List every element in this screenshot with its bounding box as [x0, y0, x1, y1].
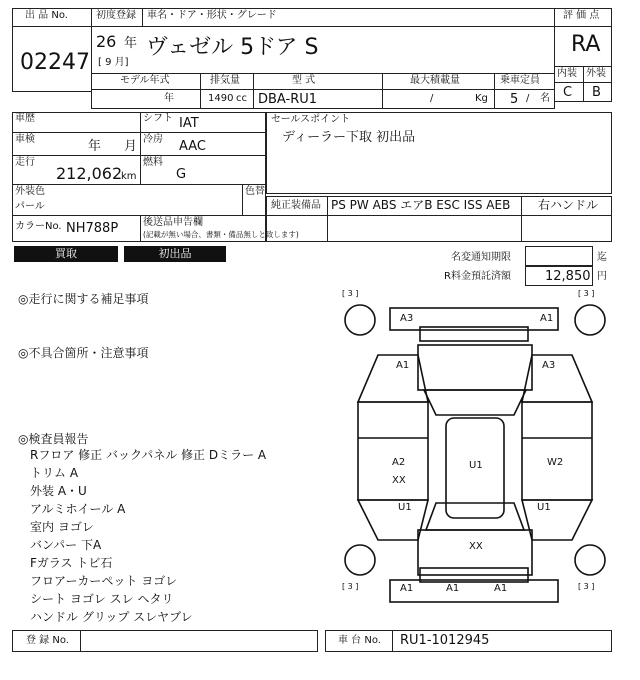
- mark-rear-bumper-3: A1: [494, 583, 508, 594]
- model-code: DBA-RU1: [258, 92, 318, 107]
- wheel-front-left: [345, 305, 375, 335]
- inspector-line: アルミホイール A: [30, 502, 126, 516]
- model-year-unit: 年: [164, 93, 174, 104]
- mark-fender-right: A3: [542, 360, 556, 371]
- corner-front-left: [ 3 ]: [342, 289, 359, 298]
- mark-door-left: A2: [392, 457, 406, 468]
- mileage-value: 212,062: [56, 164, 123, 183]
- year-unit: 年: [124, 36, 138, 51]
- shift-label: シフト: [143, 113, 173, 124]
- wheel-rear-right: [575, 545, 605, 575]
- displacement-value: 1490: [208, 93, 234, 104]
- inspector-line: ハンドル グリップ スレヤブレ: [30, 610, 193, 624]
- mark-front-bumper-right: A1: [540, 313, 554, 324]
- first-reg-label: 初度登録: [96, 10, 136, 21]
- mark-rear-bumper-2: A1: [446, 583, 460, 594]
- reg-no-label: 登 録 No.: [26, 635, 69, 646]
- fuel-label: 燃料: [143, 157, 163, 168]
- mark-door-left-2: XX: [392, 475, 406, 486]
- mark-door-right: W2: [547, 457, 564, 468]
- color-no: NH788P: [66, 221, 119, 236]
- history-label: 車歴: [15, 113, 35, 124]
- inspector-line: トリム A: [30, 466, 79, 480]
- mark-fender-left: A1: [396, 360, 410, 371]
- deadline-label: 名変通知期限: [451, 252, 511, 263]
- lot-label: 出 品 No.: [25, 10, 68, 21]
- fuel-value: G: [176, 167, 187, 182]
- corner-rear-left: [ 3 ]: [342, 582, 359, 591]
- model-year-label: モデル年式: [120, 75, 170, 86]
- defects-label: ◎不具合箇所・注意事項: [18, 346, 149, 360]
- recycle-label: R料金預託済額: [444, 271, 511, 282]
- inspector-line: シート ヨゴレ スレ ヘタリ: [30, 592, 174, 606]
- score-label: 評 価 点: [563, 10, 600, 21]
- shift-value: IAT: [179, 116, 199, 131]
- ac-value: AAC: [179, 139, 206, 154]
- corner-rear-right: [ 3 ]: [578, 582, 595, 591]
- mark-sill-right: U1: [537, 502, 551, 513]
- inspector-line: 外装 A・U: [30, 484, 87, 498]
- inspector-line: バンパー 下A: [30, 538, 102, 552]
- equipment-list: PS PW ABS エアB ESC ISS AEB: [331, 198, 511, 212]
- chassis-label: 車 台 No.: [338, 635, 381, 646]
- exterior-color: パール: [15, 201, 45, 212]
- steering-side: 右ハンドル: [538, 198, 599, 212]
- car-name: ヴェゼル 5ドア S: [146, 35, 319, 60]
- chassis-no: RU1-1012945: [400, 633, 490, 648]
- load-unit: Kg: [475, 93, 488, 104]
- ac-label: 冷房: [143, 134, 163, 145]
- mark-rear-panel: XX: [469, 541, 483, 552]
- tag-first-listing: 初出品: [124, 246, 226, 262]
- capacity-label: 乗車定員: [500, 75, 540, 86]
- rear-bumper: [390, 580, 558, 602]
- post-docs-label: 後送品申告欄: [143, 217, 203, 228]
- mileage-unit: km: [121, 171, 137, 182]
- inspection-month: 月: [124, 139, 138, 154]
- recycle-unit: 円: [597, 271, 607, 282]
- interior-label: 内装: [557, 68, 577, 79]
- inspector-line: Fガラス トビ石: [30, 556, 113, 570]
- exterior-color-label: 外装色: [15, 186, 45, 197]
- wheel-front-right: [575, 305, 605, 335]
- corner-front-right: [ 3 ]: [578, 289, 595, 298]
- reg-month: [ 9 月]: [98, 57, 129, 68]
- inspection-label: 車検: [15, 134, 35, 145]
- sales-point-label: セールスポイント: [271, 114, 351, 125]
- color-change-label: 色替: [245, 186, 265, 197]
- mark-roof: U1: [469, 460, 483, 471]
- capacity-value: 5: [510, 92, 519, 107]
- interior-grade: C: [563, 85, 573, 100]
- score-value: RA: [571, 32, 601, 57]
- reg-year: 26: [96, 32, 117, 51]
- rear-window: [426, 503, 524, 530]
- inspector-line: Rフロア 修正 バックパネル 修正 Dミラー A: [30, 448, 267, 462]
- color-no-label: カラーNo.: [15, 221, 62, 232]
- inspection-year: 年: [88, 139, 102, 154]
- body-right: [522, 402, 592, 500]
- mark-front-bumper-left: A3: [400, 313, 414, 324]
- grille: [420, 327, 528, 341]
- equipment-label: 純正装備品: [271, 200, 321, 211]
- exterior-grade: B: [592, 85, 601, 100]
- mark-rear-bumper-1: A1: [400, 583, 414, 594]
- tag-purchase: 買取: [14, 246, 118, 262]
- capacity-suffix: 名: [540, 93, 550, 104]
- load-value: /: [430, 93, 434, 104]
- deadline-field: [525, 246, 593, 266]
- details-box: [12, 112, 266, 216]
- deadline-unit: 迄: [597, 252, 607, 263]
- post-docs-note: (記載が無い場合、書類・備品無しと致します): [143, 230, 299, 239]
- car-damage-diagram: [338, 290, 612, 628]
- mileage-label: 走行: [15, 157, 35, 168]
- displacement-label: 排気量: [210, 75, 240, 86]
- displacement-unit: cc: [236, 93, 247, 104]
- driving-notes-label: ◎走行に関する補足事項: [18, 292, 149, 306]
- wheel-rear-left: [345, 545, 375, 575]
- hood: [418, 345, 532, 390]
- sales-point: ディーラー下取 初出品: [282, 130, 416, 145]
- inspector-line: 室内 ヨゴレ: [30, 520, 94, 534]
- recycle-value: 12,850: [545, 269, 591, 284]
- capacity-slash: /: [526, 93, 530, 104]
- mark-sill-left: U1: [398, 502, 412, 513]
- exterior-label: 外装: [586, 68, 606, 79]
- model-code-label: 型 式: [292, 75, 316, 86]
- windshield: [424, 390, 526, 415]
- lot-number: 02247: [20, 50, 90, 75]
- inspector-line: フロアーカーペット ヨゴレ: [30, 574, 178, 588]
- load-label: 最大積載量: [410, 75, 460, 86]
- car-name-label: 車名・ドア・形状・グレード: [147, 10, 277, 21]
- inspector-label: ◎検査員報告: [18, 432, 89, 446]
